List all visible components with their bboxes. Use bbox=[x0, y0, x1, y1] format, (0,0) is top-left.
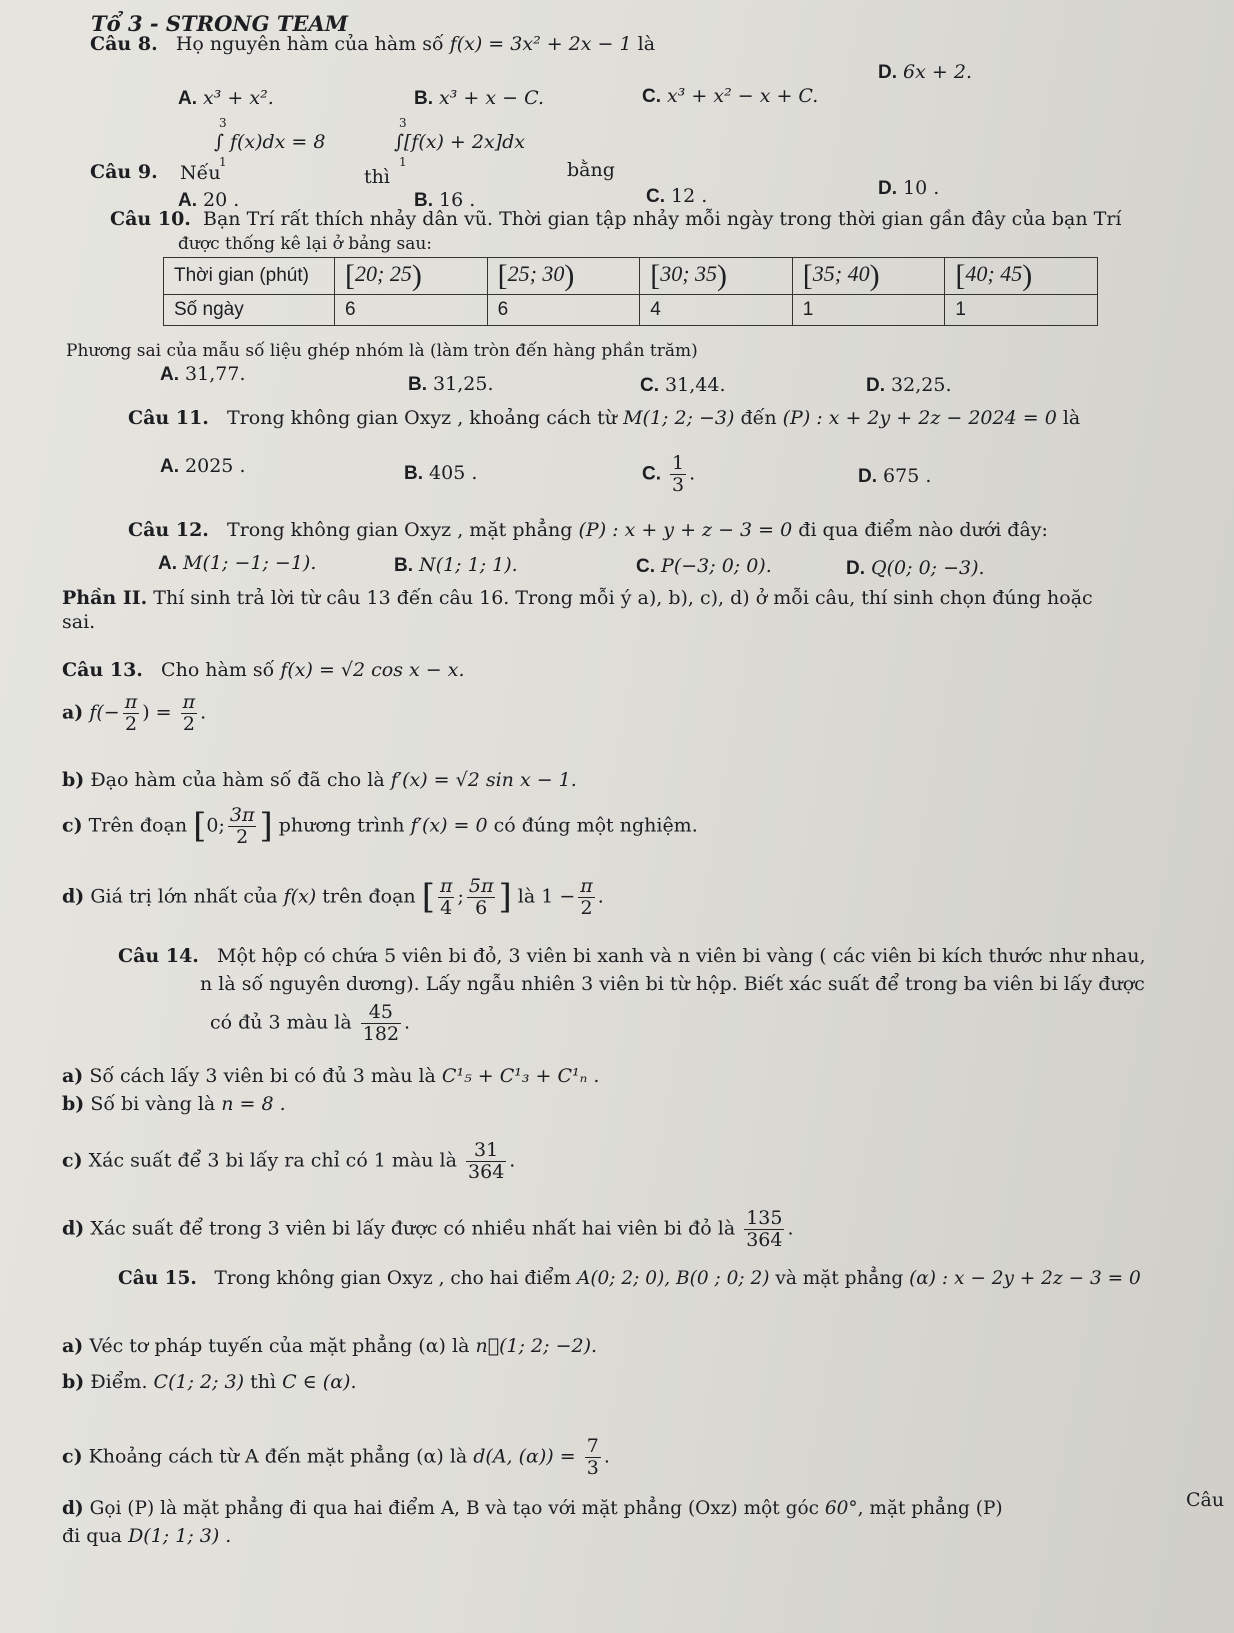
team-header: Tổ 3 - STRONG TEAM bbox=[91, 11, 349, 36]
q8-function: f(x) = 3x² + 2x − 1 bbox=[449, 33, 632, 55]
fraction: $\frac{45}{182}$ bbox=[362, 1001, 400, 1045]
q10-option-a: A. 31,77. bbox=[160, 363, 246, 385]
interval-cell: [25; 30) bbox=[487, 258, 640, 295]
interval-cell: [35; 40) bbox=[792, 258, 945, 295]
q12-option-c: C. P(−3; 0; 0). bbox=[636, 555, 772, 577]
q14-line2: n là số nguyên dương). Lấy ngẫu nhiên 3 viên bi từ hộp. Biết xác suất để trong ba viên bi lấy được bbox=[200, 973, 1145, 995]
q9-neu: Nếu bbox=[180, 162, 221, 184]
table-row bbox=[164, 258, 1098, 295]
count-cell: 6 bbox=[487, 295, 640, 326]
q10-option-c: C. 31,44. bbox=[640, 374, 726, 396]
q11-option-d: D. 675 . bbox=[858, 465, 932, 487]
interval-cell: [20; 25) bbox=[335, 258, 488, 295]
q11-stem: Câu 11. Trong không gian Oxyz , khoảng cách từ M(1; 2; −3) đến (P) : x + 2y + 2z − 2024 = 0 là bbox=[128, 407, 1081, 429]
q10-stem-2: được thống kê lại ở bảng sau: bbox=[178, 234, 433, 254]
q9-option-a: A. 20 . bbox=[178, 189, 240, 211]
interval-cell: [40; 45) bbox=[945, 258, 1098, 295]
q14-d: d) Xác suất để trong 3 viên bi lấy được có nhiều nhất hai viên bi đỏ là $\frac{135}{364}$ . bbox=[62, 1207, 794, 1251]
count-cell: 4 bbox=[640, 295, 793, 326]
table-head-days: Số ngày bbox=[164, 295, 335, 326]
q15-a: a) Véc tơ pháp tuyến của mặt phẳng (α) là n⃗(1; 2; −2). bbox=[62, 1335, 598, 1357]
count-cell: 1 bbox=[945, 295, 1098, 326]
fraction: $\frac{31}{364}$ bbox=[468, 1139, 505, 1183]
q13-c: c) Trên đoạn [0; $\frac{3\pi}{2}$ ] phương trình f′(x) = 0 có đúng một nghiệm. bbox=[62, 804, 698, 848]
fraction: $\frac{1}{3}$ bbox=[672, 452, 685, 496]
q8-stem bbox=[90, 34, 655, 56]
q9-int2-upper: 3 bbox=[399, 116, 407, 130]
q9-thi: thì bbox=[364, 166, 390, 188]
q8-number: Câu 8. bbox=[90, 33, 158, 55]
part2-line2: sai. bbox=[62, 611, 96, 633]
q12-stem: Câu 12. Trong không gian Oxyz , mặt phẳng (P) : x + y + z − 3 = 0 đi qua điểm nào dưới đây: bbox=[128, 519, 1048, 541]
q13-d: d) Giá trị lớn nhất của f(x) trên đoạn [ $\frac{\pi}{4}$ ; $\frac{5\pi}{6}$ ] là 1 − $\frac{\pi}{2}$ . bbox=[62, 875, 604, 919]
q13-b: b) Đạo hàm của hàm số đã cho là f′(x) = √2 sin x − 1. bbox=[62, 769, 577, 791]
fraction: $\frac{\pi}{2}$ bbox=[124, 691, 138, 735]
fraction: $\frac{3\pi}{2}$ bbox=[229, 804, 255, 848]
q8-option-d: D. 6x + 2. bbox=[878, 61, 972, 83]
q12-option-b: B. N(1; 1; 1). bbox=[394, 554, 518, 576]
fraction: $\frac{\pi}{2}$ bbox=[182, 691, 196, 735]
fraction: $\frac{135}{364}$ bbox=[746, 1207, 783, 1251]
q8-option-b: B. x³ + x − C. bbox=[414, 87, 544, 109]
q9-number: Câu 9. bbox=[90, 161, 158, 183]
q9-integral-1: ∫ f(x)dx = 8 bbox=[214, 131, 326, 153]
q15-b: b) Điểm. C(1; 2; 3) thì C ∈ (α). bbox=[62, 1371, 357, 1393]
q14-b: b) Số bi vàng là n = 8 . bbox=[62, 1093, 286, 1115]
q14-a: a) Số cách lấy 3 viên bi có đủ 3 màu là C¹₅ + C¹₃ + C¹ₙ . bbox=[62, 1065, 600, 1087]
q12-option-a: A. M(1; −1; −1). bbox=[158, 552, 317, 574]
q8-la: là bbox=[637, 33, 656, 55]
q9-int1-lower: 1 bbox=[219, 155, 227, 169]
q8-text: Họ nguyên hàm của hàm số bbox=[175, 33, 444, 55]
q9-int2-lower: 1 bbox=[399, 155, 407, 169]
margin-note: Câu bbox=[1186, 1489, 1225, 1511]
q9-option-d: D. 10 . bbox=[878, 177, 940, 199]
count-cell: 6 bbox=[335, 295, 488, 326]
part2-line1: Phần II. Thí sinh trả lời từ câu 13 đến câu 16. Trong mỗi ý a), b), c), d) ở mỗi câu, thí sinh chọn đúng hoặc bbox=[62, 587, 1093, 609]
count-cell: 1 bbox=[792, 295, 945, 326]
q8-option-a: A. x³ + x². bbox=[178, 87, 274, 109]
fraction: $\frac{\pi}{2}$ bbox=[580, 875, 593, 919]
q11-option-c: C. $\frac{1}{3}$ . bbox=[642, 452, 696, 496]
q11-option-b: B. 405 . bbox=[404, 462, 478, 484]
fraction: $\frac{5\pi}{6}$ bbox=[468, 875, 494, 919]
q9-int1-upper: 3 bbox=[219, 116, 227, 130]
q10-option-d: D. 32,25. bbox=[866, 374, 952, 396]
q10-stem-1: Câu 10. Bạn Trí rất thích nhảy dân vũ. Thời gian tập nhảy mỗi ngày trong thời gian gần đây của bạn Trí bbox=[110, 208, 1122, 230]
q8-option-c: C. x³ + x² − x + C. bbox=[642, 85, 819, 107]
table-row bbox=[164, 295, 1098, 326]
q15-c: c) Khoảng cách từ A đến mặt phẳng (α) là d(A, (α)) = $\frac{7}{3}$ . bbox=[62, 1435, 610, 1479]
q12-option-d: D. Q(0; 0; −3). bbox=[846, 557, 985, 579]
q14-line3: có đủ 3 màu là $\frac{45}{182}$ . bbox=[210, 1001, 411, 1045]
q10-option-b: B. 31,25. bbox=[408, 373, 494, 395]
q15-d: d) Gọi (P) là mặt phẳng đi qua hai điểm A, B và tạo với mặt phẳng (Oxz) một góc 60°, mặt phẳng (P) bbox=[62, 1498, 1003, 1519]
q9-option-b: B. 16 . bbox=[414, 189, 476, 211]
q15-stem: Câu 15. Trong không gian Oxyz , cho hai điểm A(0; 2; 0), B(0 ; 0; 2) và mặt phẳng (α) : x − 2y + 2z − 3 = 0 bbox=[118, 1268, 1141, 1289]
fraction: $\frac{7}{3}$ bbox=[586, 1435, 599, 1479]
table-head-time: Thời gian (phút) bbox=[164, 258, 335, 295]
q10-frequency-table bbox=[163, 257, 1098, 326]
q9-integral-2: ∫[f(x) + 2x]dx bbox=[394, 131, 525, 153]
q10-stem-3: Phương sai của mẫu số liệu ghép nhóm là (làm tròn đến hàng phần trăm) bbox=[66, 341, 698, 361]
interval-cell: [30; 35) bbox=[640, 258, 793, 295]
q14-c: c) Xác suất để 3 bi lấy ra chỉ có 1 màu là $\frac{31}{364}$ . bbox=[62, 1139, 516, 1183]
fraction: $\frac{\pi}{4}$ bbox=[439, 875, 453, 919]
q9-option-c: C. 12 . bbox=[646, 185, 708, 207]
q15-d-line2: đi qua D(1; 1; 3) . bbox=[62, 1525, 232, 1547]
q11-option-a: A. 2025 . bbox=[160, 455, 246, 477]
q9-bang: bằng bbox=[567, 159, 615, 181]
q13-a: a) f(− $\frac{\pi}{2}$ ) = $\frac{\pi}{2}$ . bbox=[62, 691, 207, 735]
q14-line1: Câu 14. Một hộp có chứa 5 viên bi đỏ, 3 viên bi xanh và n viên bi vàng ( các viên bi kích thước như nhau, bbox=[118, 945, 1146, 967]
q13-stem: Câu 13. Cho hàm số f(x) = √2 cos x − x. bbox=[62, 659, 465, 681]
